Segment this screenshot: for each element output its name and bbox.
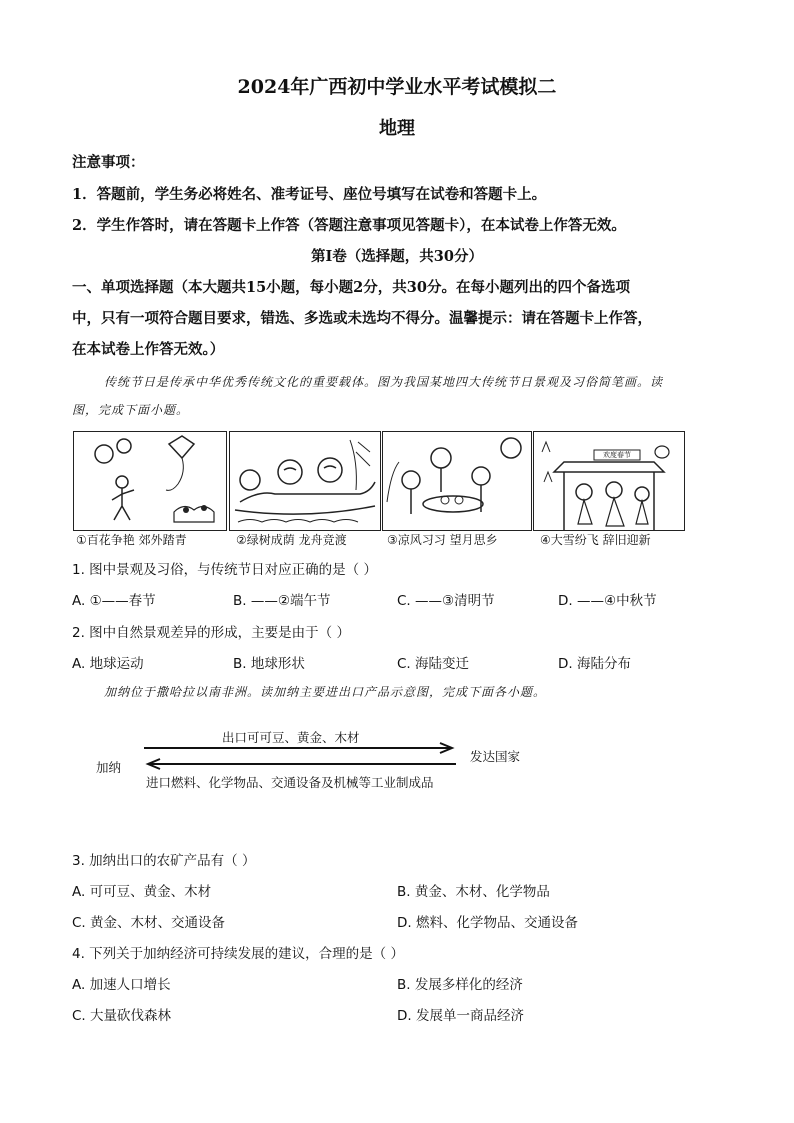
option[interactable]: A. 可可豆、黄金、木材 bbox=[72, 884, 212, 900]
option[interactable]: A. 地球运动 bbox=[72, 656, 144, 672]
part-heading: 第Ⅰ卷（选择题，共30分） bbox=[311, 248, 483, 265]
festival-panel-2 bbox=[229, 431, 381, 531]
spring-outing-illustration bbox=[74, 432, 226, 530]
question-stem: 1. 图中景观及习俗，与传统节日对应正确的是（ ） bbox=[72, 562, 377, 578]
mid-autumn-illustration bbox=[383, 432, 531, 530]
option[interactable]: B. 发展多样化的经济 bbox=[397, 977, 523, 993]
spring-festival-illustration bbox=[534, 432, 684, 530]
festival-panel-3 bbox=[382, 431, 532, 531]
option[interactable]: D. ——④中秋节 bbox=[558, 593, 657, 609]
import-label: 进口燃料、化学物品、交通设备及机械等工业制成品 bbox=[146, 775, 434, 790]
passage-text: 加纳位于撒哈拉以南非洲。读加纳主要进出口产品示意图，完成下面各小题。 bbox=[104, 685, 547, 699]
passage-text: 图，完成下面小题。 bbox=[72, 403, 190, 417]
option[interactable]: C. ——③清明节 bbox=[397, 593, 495, 609]
option[interactable]: D. 燃料、化学物品、交通设备 bbox=[397, 915, 578, 931]
option[interactable]: B. 地球形状 bbox=[233, 656, 305, 672]
subject-title: 地理 bbox=[379, 118, 415, 139]
notice-item: 1．答题前，学生务必将姓名、准考证号、座位号填写在试卷和答题卡上。 bbox=[72, 186, 547, 203]
trade-arrows bbox=[140, 740, 460, 770]
option[interactable]: A. 加速人口增长 bbox=[72, 977, 171, 993]
panel-caption: ①百花争艳 郊外踏青 bbox=[76, 533, 187, 547]
passage-text: 传统节日是传承中华优秀传统文化的重要载体。图为我国某地四大传统节日景观及习俗简笔画。读 bbox=[104, 375, 664, 389]
ghana-label: 加纳 bbox=[96, 760, 122, 775]
notice-item: 2．学生作答时，请在答题卡上作答（答题注意事项见答题卡），在本试卷上作答无效。 bbox=[72, 217, 626, 234]
option[interactable]: C. 大量砍伐森林 bbox=[72, 1008, 172, 1024]
option[interactable]: B. ——②端午节 bbox=[233, 593, 331, 609]
dragon-boat-illustration bbox=[230, 432, 380, 530]
instruction-line: 在本试卷上作答无效。） bbox=[72, 341, 225, 358]
developed-countries-label: 发达国家 bbox=[470, 749, 521, 764]
question-stem: 3. 加纳出口的农矿产品有（ ） bbox=[72, 853, 256, 869]
export-label: 出口可可豆、黄金、木材 bbox=[222, 730, 360, 745]
notice-heading: 注意事项： bbox=[72, 154, 145, 171]
option[interactable]: D. 海陆分布 bbox=[558, 656, 631, 672]
page-title: 2024年广西初中学业水平考试模拟二 bbox=[237, 76, 557, 98]
option[interactable]: C. 海陆变迁 bbox=[397, 656, 470, 672]
panel-caption: ③凉风习习 望月思乡 bbox=[387, 533, 498, 547]
panel-caption: ④大雪纷飞 辞旧迎新 bbox=[540, 533, 651, 547]
option[interactable]: C. 黄金、木材、交通设备 bbox=[72, 915, 226, 931]
instruction-line: 一、单项选择题（本大题共15小题，每小题2分，共30分。在每小题列出的四个备选项 bbox=[72, 279, 630, 296]
option[interactable]: A. ①——春节 bbox=[72, 593, 156, 609]
panel-caption: ②绿树成荫 龙舟竞渡 bbox=[236, 533, 347, 547]
option[interactable]: B. 黄金、木材、化学物品 bbox=[397, 884, 550, 900]
question-stem: 2. 图中自然景观差异的形成，主要是由于（ ） bbox=[72, 625, 350, 641]
question-stem: 4. 下列关于加纳经济可持续发展的建议，合理的是（ ） bbox=[72, 946, 404, 962]
option[interactable]: D. 发展单一商品经济 bbox=[397, 1008, 524, 1024]
banner-text: 欢度春节 bbox=[603, 451, 631, 459]
festival-panel-1 bbox=[73, 431, 227, 531]
festival-panel-4 bbox=[533, 431, 685, 531]
instruction-line: 中，只有一项符合题目要求，错选、多选或未选均不得分。温馨提示：请在答题卡上作答， bbox=[72, 310, 652, 327]
